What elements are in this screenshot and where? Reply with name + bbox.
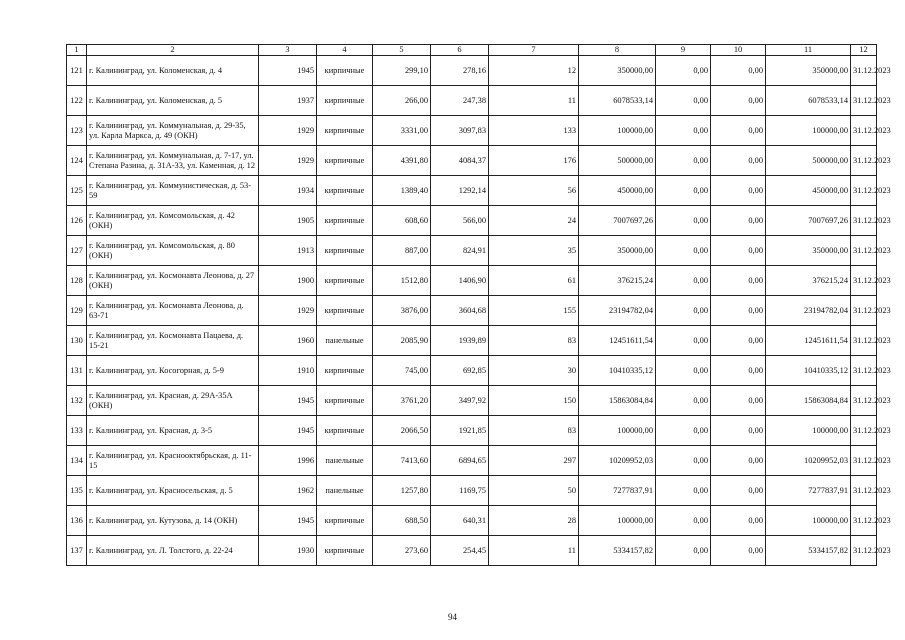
table-row xyxy=(67,476,877,506)
wall-material-cell: кирпичные xyxy=(317,356,373,386)
residents-cell: 28 xyxy=(489,506,579,536)
row-number: 132 xyxy=(67,386,87,416)
cost-cell: 15863084,84 xyxy=(579,386,656,416)
cost-cell: 100000,00 xyxy=(579,506,656,536)
residents-cell: 155 xyxy=(489,296,579,326)
value-cell-9: 0,00 xyxy=(656,146,711,176)
value-cell-11: 12451611,54 xyxy=(766,326,851,356)
year-built-cell: 1934 xyxy=(259,176,317,206)
deadline-date-cell: 31.12.2023 xyxy=(851,146,877,176)
wall-material-cell: кирпичные xyxy=(317,386,373,416)
value-cell-9: 0,00 xyxy=(656,236,711,266)
year-built-cell: 1937 xyxy=(259,86,317,116)
deadline-date-cell: 31.12.2023 xyxy=(851,176,877,206)
column-header: 10 xyxy=(711,45,766,56)
address-cell: г. Калининград, ул. Коломенская, д. 4 xyxy=(87,56,259,86)
value-cell-11: 15863084,84 xyxy=(766,386,851,416)
residents-cell: 150 xyxy=(489,386,579,416)
living-area-cell: 3604,68 xyxy=(431,296,489,326)
total-area-cell: 266,00 xyxy=(373,86,431,116)
address-cell: г. Калининград, ул. Комсомольская, д. 42 (ОКН) xyxy=(87,206,259,236)
total-area-cell: 273,60 xyxy=(373,536,431,566)
year-built-cell: 1929 xyxy=(259,116,317,146)
value-cell-11: 350000,00 xyxy=(766,236,851,266)
column-header: 2 xyxy=(87,45,259,56)
wall-material-cell: кирпичные xyxy=(317,56,373,86)
value-cell-11: 7277837,91 xyxy=(766,476,851,506)
total-area-cell: 299,10 xyxy=(373,56,431,86)
column-header: 12 xyxy=(851,45,877,56)
column-header: 3 xyxy=(259,45,317,56)
year-built-cell: 1945 xyxy=(259,386,317,416)
living-area-cell: 247,38 xyxy=(431,86,489,116)
residents-cell: 30 xyxy=(489,356,579,386)
cost-cell: 450000,00 xyxy=(579,176,656,206)
value-cell-10: 0,00 xyxy=(711,86,766,116)
value-cell-10: 0,00 xyxy=(711,356,766,386)
value-cell-10: 0,00 xyxy=(711,326,766,356)
residents-cell: 35 xyxy=(489,236,579,266)
address-cell: г. Калининград, ул. Коммунистическая, д. 53-59 xyxy=(87,176,259,206)
total-area-cell: 887,00 xyxy=(373,236,431,266)
cost-cell: 23194782,04 xyxy=(579,296,656,326)
value-cell-10: 0,00 xyxy=(711,56,766,86)
deadline-date-cell: 31.12.2023 xyxy=(851,86,877,116)
deadline-date-cell: 31.12.2023 xyxy=(851,236,877,266)
year-built-cell: 1929 xyxy=(259,146,317,176)
column-header: 9 xyxy=(656,45,711,56)
living-area-cell: 692,85 xyxy=(431,356,489,386)
table-row xyxy=(67,266,877,296)
year-built-cell: 1910 xyxy=(259,356,317,386)
total-area-cell: 3876,00 xyxy=(373,296,431,326)
residents-cell: 50 xyxy=(489,476,579,506)
table-row xyxy=(67,56,877,86)
total-area-cell: 3761,20 xyxy=(373,386,431,416)
address-cell: г. Калининград, ул. Кутузова, д. 14 (ОКН) xyxy=(87,506,259,536)
living-area-cell: 566,00 xyxy=(431,206,489,236)
residents-cell: 24 xyxy=(489,206,579,236)
address-cell: г. Калининград, ул. Косогорная, д. 5-9 xyxy=(87,356,259,386)
value-cell-11: 7007697,26 xyxy=(766,206,851,236)
value-cell-10: 0,00 xyxy=(711,116,766,146)
year-built-cell: 1929 xyxy=(259,296,317,326)
row-number: 121 xyxy=(67,56,87,86)
address-cell: г. Калининград, ул. Красная, д. 29А-35А (ОКН) xyxy=(87,386,259,416)
value-cell-11: 23194782,04 xyxy=(766,296,851,326)
wall-material-cell: кирпичные xyxy=(317,236,373,266)
year-built-cell: 1962 xyxy=(259,476,317,506)
total-area-cell: 2066,50 xyxy=(373,416,431,446)
living-area-cell: 824,91 xyxy=(431,236,489,266)
living-area-cell: 278,16 xyxy=(431,56,489,86)
address-cell: г. Калининград, ул. Коломенская, д. 5 xyxy=(87,86,259,116)
value-cell-9: 0,00 xyxy=(656,206,711,236)
column-header: 4 xyxy=(317,45,373,56)
cost-cell: 10209952,03 xyxy=(579,446,656,476)
value-cell-11: 10209952,03 xyxy=(766,446,851,476)
cost-cell: 7277837,91 xyxy=(579,476,656,506)
wall-material-cell: кирпичные xyxy=(317,206,373,236)
value-cell-11: 100000,00 xyxy=(766,506,851,536)
value-cell-11: 10410335,12 xyxy=(766,356,851,386)
value-cell-10: 0,00 xyxy=(711,266,766,296)
column-header: 8 xyxy=(579,45,656,56)
wall-material-cell: кирпичные xyxy=(317,146,373,176)
deadline-date-cell: 31.12.2023 xyxy=(851,266,877,296)
cost-cell: 350000,00 xyxy=(579,236,656,266)
row-number: 131 xyxy=(67,356,87,386)
column-header: 1 xyxy=(67,45,87,56)
wall-material-cell: кирпичные xyxy=(317,296,373,326)
year-built-cell: 1905 xyxy=(259,206,317,236)
row-number: 124 xyxy=(67,146,87,176)
living-area-cell: 4084,37 xyxy=(431,146,489,176)
address-cell: г. Калининград, ул. Космонавта Леонова, д. 63-71 xyxy=(87,296,259,326)
value-cell-10: 0,00 xyxy=(711,146,766,176)
deadline-date-cell: 31.12.2023 xyxy=(851,506,877,536)
deadline-date-cell: 31.12.2023 xyxy=(851,206,877,236)
cost-cell: 100000,00 xyxy=(579,416,656,446)
year-built-cell: 1996 xyxy=(259,446,317,476)
value-cell-9: 0,00 xyxy=(656,116,711,146)
registry-body xyxy=(67,56,891,566)
wall-material-cell: кирпичные xyxy=(317,116,373,146)
residents-cell: 176 xyxy=(489,146,579,176)
value-cell-9: 0,00 xyxy=(656,446,711,476)
cost-cell: 6078533,14 xyxy=(579,86,656,116)
total-area-cell: 1389,40 xyxy=(373,176,431,206)
residents-cell: 133 xyxy=(489,116,579,146)
address-cell: г. Калининград, ул. Комсомольская, д. 80 (ОКН) xyxy=(87,236,259,266)
year-built-cell: 1945 xyxy=(259,506,317,536)
value-cell-11: 376215,24 xyxy=(766,266,851,296)
residents-cell: 12 xyxy=(489,56,579,86)
table-row xyxy=(67,206,877,236)
value-cell-9: 0,00 xyxy=(656,386,711,416)
table-row xyxy=(67,176,877,206)
cost-cell: 10410335,12 xyxy=(579,356,656,386)
value-cell-10: 0,00 xyxy=(711,416,766,446)
year-built-cell: 1945 xyxy=(259,416,317,446)
table-row xyxy=(67,446,877,476)
value-cell-9: 0,00 xyxy=(656,476,711,506)
value-cell-9: 0,00 xyxy=(656,86,711,116)
table-row xyxy=(67,386,877,416)
address-cell: г. Калининград, ул. Красносельская, д. 5 xyxy=(87,476,259,506)
living-area-cell: 254,45 xyxy=(431,536,489,566)
value-cell-9: 0,00 xyxy=(656,296,711,326)
living-area-cell: 1169,75 xyxy=(431,476,489,506)
year-built-cell: 1930 xyxy=(259,536,317,566)
cost-cell: 376215,24 xyxy=(579,266,656,296)
living-area-cell: 1292,14 xyxy=(431,176,489,206)
value-cell-11: 6078533,14 xyxy=(766,86,851,116)
value-cell-11: 100000,00 xyxy=(766,116,851,146)
total-area-cell: 4391,80 xyxy=(373,146,431,176)
address-cell: г. Калининград, ул. Краснооктябрьская, д. 11-15 xyxy=(87,446,259,476)
total-area-cell: 7413,60 xyxy=(373,446,431,476)
deadline-date-cell: 31.12.2023 xyxy=(851,326,877,356)
residents-cell: 56 xyxy=(489,176,579,206)
deadline-date-cell: 31.12.2023 xyxy=(851,296,877,326)
value-cell-10: 0,00 xyxy=(711,506,766,536)
column-header: 11 xyxy=(766,45,851,56)
residents-cell: 297 xyxy=(489,446,579,476)
total-area-cell: 1257,80 xyxy=(373,476,431,506)
row-number: 130 xyxy=(67,326,87,356)
value-cell-11: 5334157,82 xyxy=(766,536,851,566)
living-area-cell: 640,31 xyxy=(431,506,489,536)
total-area-cell: 1512,80 xyxy=(373,266,431,296)
row-number: 127 xyxy=(67,236,87,266)
table-row xyxy=(67,86,877,116)
table-row xyxy=(67,356,877,386)
living-area-cell: 1406,90 xyxy=(431,266,489,296)
row-number: 128 xyxy=(67,266,87,296)
total-area-cell: 3331,00 xyxy=(373,116,431,146)
table-row xyxy=(67,116,877,146)
wall-material-cell: панельные xyxy=(317,446,373,476)
deadline-date-cell: 31.12.2023 xyxy=(851,386,877,416)
living-area-cell: 3097,83 xyxy=(431,116,489,146)
living-area-cell: 6894,65 xyxy=(431,446,489,476)
wall-material-cell: кирпичные xyxy=(317,416,373,446)
living-area-cell: 1939,89 xyxy=(431,326,489,356)
deadline-date-cell: 31.12.2023 xyxy=(851,116,877,146)
living-area-cell: 1921,85 xyxy=(431,416,489,446)
registry-table xyxy=(66,44,891,566)
column-header: 6 xyxy=(431,45,489,56)
value-cell-11: 350000,00 xyxy=(766,56,851,86)
cost-cell: 500000,00 xyxy=(579,146,656,176)
wall-material-cell: кирпичные xyxy=(317,266,373,296)
wall-material-cell: кирпичные xyxy=(317,176,373,206)
value-cell-11: 450000,00 xyxy=(766,176,851,206)
table-row xyxy=(67,236,877,266)
residents-cell: 11 xyxy=(489,536,579,566)
column-header: 7 xyxy=(489,45,579,56)
value-cell-9: 0,00 xyxy=(656,266,711,296)
deadline-date-cell: 31.12.2023 xyxy=(851,356,877,386)
deadline-date-cell: 31.12.2023 xyxy=(851,416,877,446)
value-cell-10: 0,00 xyxy=(711,296,766,326)
value-cell-9: 0,00 xyxy=(656,416,711,446)
value-cell-9: 0,00 xyxy=(656,356,711,386)
value-cell-11: 100000,00 xyxy=(766,416,851,446)
value-cell-11: 500000,00 xyxy=(766,146,851,176)
wall-material-cell: кирпичные xyxy=(317,506,373,536)
value-cell-10: 0,00 xyxy=(711,446,766,476)
cost-cell: 100000,00 xyxy=(579,116,656,146)
table-row xyxy=(67,416,877,446)
value-cell-9: 0,00 xyxy=(656,506,711,536)
cost-cell: 5334157,82 xyxy=(579,536,656,566)
year-built-cell: 1913 xyxy=(259,236,317,266)
value-cell-9: 0,00 xyxy=(656,536,711,566)
address-cell: г. Калининград, ул. Л. Толстого, д. 22-24 xyxy=(87,536,259,566)
deadline-date-cell: 31.12.2023 xyxy=(851,446,877,476)
row-number: 123 xyxy=(67,116,87,146)
cost-cell: 350000,00 xyxy=(579,56,656,86)
year-built-cell: 1960 xyxy=(259,326,317,356)
wall-material-cell: кирпичные xyxy=(317,86,373,116)
table-row xyxy=(67,146,877,176)
value-cell-10: 0,00 xyxy=(711,236,766,266)
column-header: 5 xyxy=(373,45,431,56)
living-area-cell: 3497,92 xyxy=(431,386,489,416)
residents-cell: 83 xyxy=(489,326,579,356)
value-cell-10: 0,00 xyxy=(711,476,766,506)
table-row xyxy=(67,506,877,536)
residents-cell: 83 xyxy=(489,416,579,446)
wall-material-cell: панельные xyxy=(317,326,373,356)
total-area-cell: 688,50 xyxy=(373,506,431,536)
address-cell: г. Калининград, ул. Красная, д. 3-5 xyxy=(87,416,259,446)
row-number: 133 xyxy=(67,416,87,446)
row-number: 129 xyxy=(67,296,87,326)
column-number-row xyxy=(67,45,877,56)
total-area-cell: 745,00 xyxy=(373,356,431,386)
wall-material-cell: кирпичные xyxy=(317,536,373,566)
row-number: 125 xyxy=(67,176,87,206)
table-row xyxy=(67,326,877,356)
row-number: 126 xyxy=(67,206,87,236)
residents-cell: 61 xyxy=(489,266,579,296)
row-number: 134 xyxy=(67,446,87,476)
cost-cell: 7007697,26 xyxy=(579,206,656,236)
table-row xyxy=(67,536,877,566)
page-number: 94 xyxy=(448,612,457,622)
row-number: 137 xyxy=(67,536,87,566)
residents-cell: 11 xyxy=(489,86,579,116)
address-cell: г. Калининград, ул. Космонавта Пацаева, д. 15-21 xyxy=(87,326,259,356)
value-cell-9: 0,00 xyxy=(656,326,711,356)
deadline-date-cell: 31.12.2023 xyxy=(851,476,877,506)
year-built-cell: 1945 xyxy=(259,56,317,86)
total-area-cell: 608,60 xyxy=(373,206,431,236)
wall-material-cell: панельные xyxy=(317,476,373,506)
row-number: 122 xyxy=(67,86,87,116)
year-built-cell: 1900 xyxy=(259,266,317,296)
address-cell: г. Калининград, ул. Космонавта Леонова, д. 27 (ОКН) xyxy=(87,266,259,296)
row-number: 135 xyxy=(67,476,87,506)
address-cell: г. Калининград, ул. Коммунальная, д. 29-35, ул. Карла Маркса, д. 49 (ОКН) xyxy=(87,116,259,146)
value-cell-9: 0,00 xyxy=(656,176,711,206)
deadline-date-cell: 31.12.2023 xyxy=(851,56,877,86)
deadline-date-cell: 31.12.2023 xyxy=(851,536,877,566)
value-cell-10: 0,00 xyxy=(711,536,766,566)
address-cell: г. Калининград, ул. Коммунальная, д. 7-17, ул. Степана Разина, д. 31А-33, ул. Каменная, д. 12 xyxy=(87,146,259,176)
value-cell-10: 0,00 xyxy=(711,176,766,206)
value-cell-10: 0,00 xyxy=(711,206,766,236)
row-number: 136 xyxy=(67,506,87,536)
value-cell-10: 0,00 xyxy=(711,386,766,416)
value-cell-9: 0,00 xyxy=(656,56,711,86)
cost-cell: 12451611,54 xyxy=(579,326,656,356)
table-row xyxy=(67,296,877,326)
total-area-cell: 2085,90 xyxy=(373,326,431,356)
